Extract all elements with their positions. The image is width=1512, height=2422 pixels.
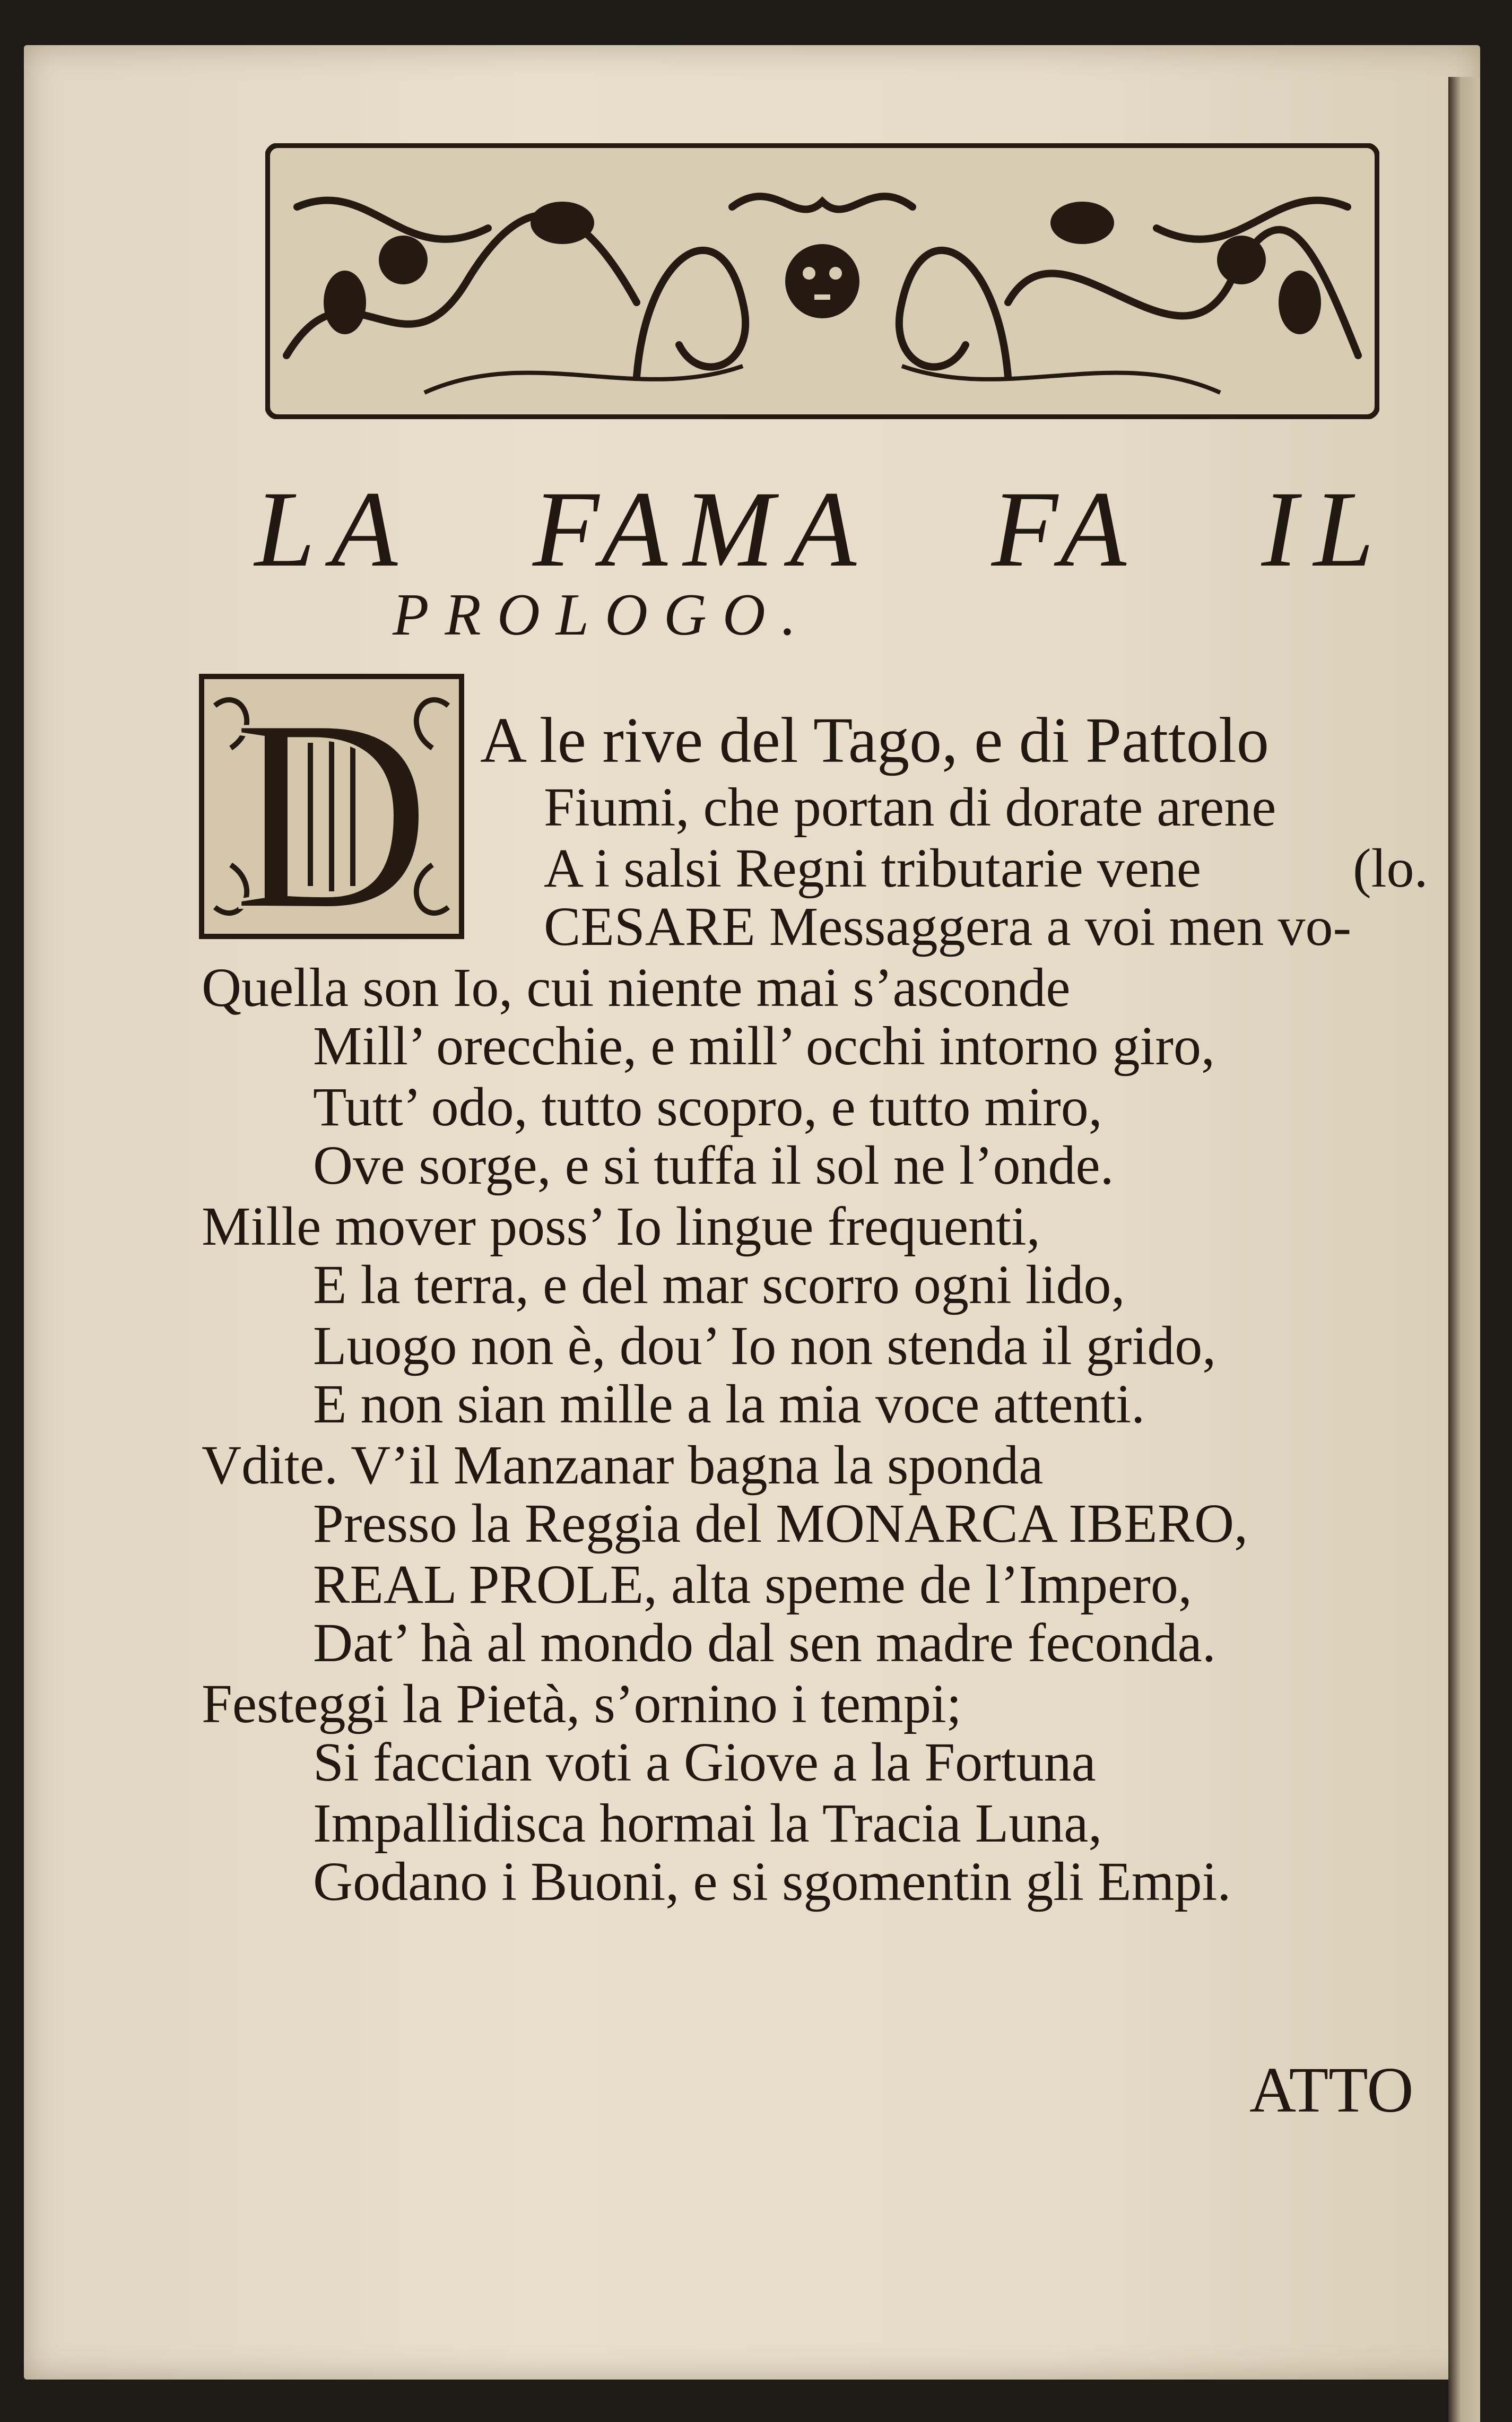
title-word: LA bbox=[255, 469, 414, 589]
verse-line: Tutt’ odo, tutto scopro, e tutto miro, bbox=[313, 1077, 1102, 1138]
title-word: FAMA bbox=[533, 469, 873, 589]
verse-line: Impallidisca hormai la Tracia Luna, bbox=[313, 1793, 1102, 1854]
verse-line: Festeggi la Pietà, s’ornino i tempi; bbox=[202, 1673, 962, 1734]
verse-line: Si faccian voti a Giove a la Fortuna bbox=[313, 1732, 1096, 1793]
initial-letter: D bbox=[232, 674, 431, 939]
page-subtitle: PROLOGO. bbox=[393, 582, 812, 648]
title-word: FA bbox=[991, 469, 1142, 589]
verse-line: Presso la Reggia del MONARCA IBERO, bbox=[313, 1493, 1248, 1554]
title-word: IL bbox=[1261, 469, 1390, 589]
page-title bbox=[255, 467, 1390, 592]
verse-line: Godano i Buoni, e si sgomentin gli Empi. bbox=[313, 1851, 1231, 1912]
verse-line: Mille mover poss’ Io lingue frequenti, bbox=[202, 1196, 1040, 1257]
verse-line: Mill’ orecchie, e mill’ occhi intorno giro, bbox=[313, 1015, 1215, 1077]
verse-line: (lo. bbox=[1353, 838, 1428, 899]
verse-line: Luogo non è, dou’ Io non stenda il grido, bbox=[313, 1315, 1216, 1376]
verse-line: Quella son Io, cui niente mai s’asconde bbox=[202, 957, 1071, 1018]
catchword: ATTO bbox=[1249, 2054, 1414, 2126]
verse-line: Vdite. V’il Manzanar bagna la sponda bbox=[202, 1435, 1044, 1496]
ornamental-initial-icon bbox=[199, 674, 464, 939]
verse-line: E non sian mille a la mia voce attenti. bbox=[313, 1374, 1145, 1435]
verse-line: E la terra, e del mar scorro ogni lido, bbox=[313, 1254, 1125, 1315]
verse-line: A i salsi Regni tributarie vene bbox=[544, 838, 1202, 899]
page-edge bbox=[1448, 77, 1480, 2422]
verse-line: A le rive del Tago, e di Pattolo bbox=[480, 705, 1269, 776]
floral-headpiece-icon bbox=[265, 143, 1379, 419]
verse-line: REAL PROLE, alta speme de l’Impero, bbox=[313, 1554, 1192, 1615]
verse-line: Ove sorge, e si tuffa il sol ne l’onde. bbox=[313, 1135, 1114, 1196]
verse-line: CESARE Messaggera a voi men vo- bbox=[544, 896, 1352, 957]
verse-line: Fiumi, che portan di dorate arene bbox=[544, 777, 1276, 838]
verse-line: Dat’ hà al mondo dal sen madre feconda. bbox=[313, 1612, 1216, 1673]
